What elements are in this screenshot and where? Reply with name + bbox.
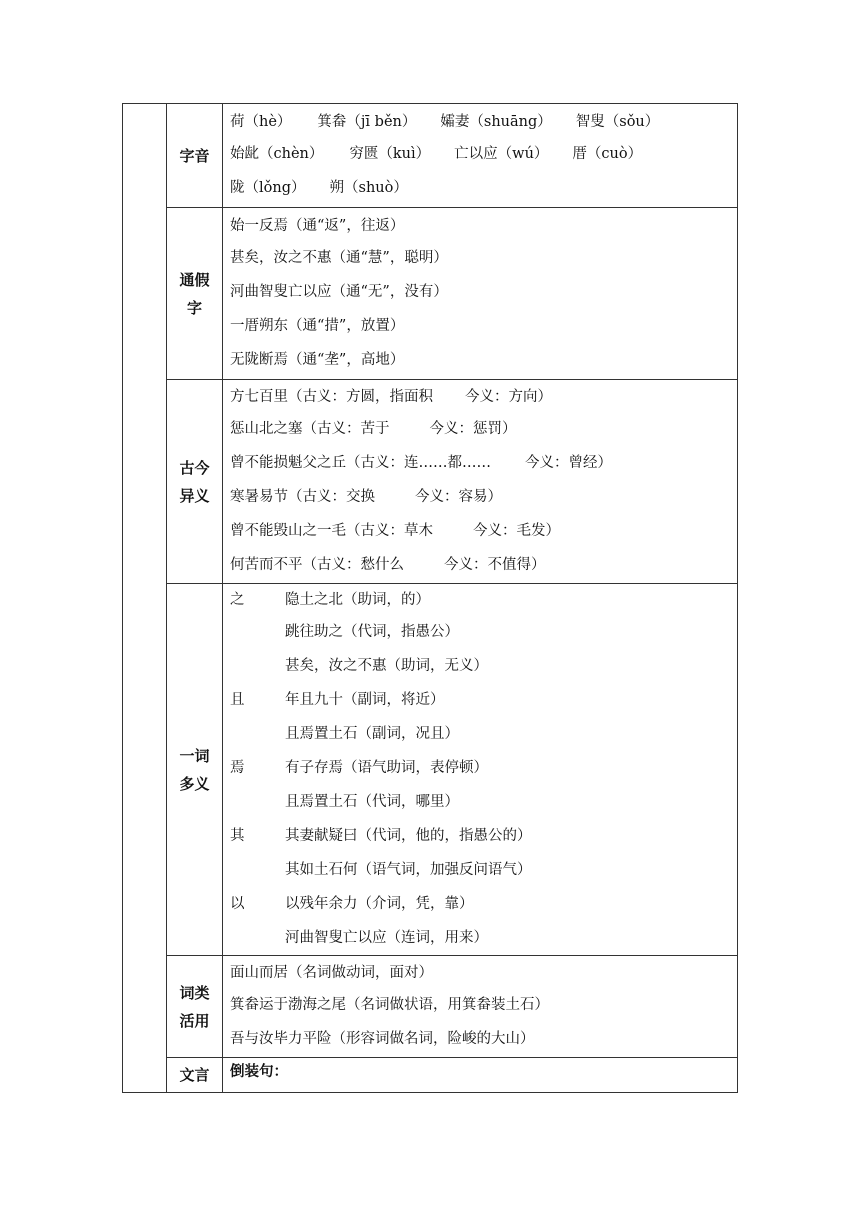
- polysemy-line: 之 隐土之北（助词，的）: [230, 585, 737, 615]
- cilei-line: 吾与汝毕力平险（形容词做名词，险峻的大山）: [230, 1030, 535, 1047]
- pron-item: 箕畚（jī běn）: [317, 113, 417, 130]
- pron-item: 厝（cuò）: [572, 145, 643, 162]
- gujin-line: 曾不能损魁父之丘（古义：连……都…… 今义：曾经）: [230, 454, 612, 471]
- tongjia-line: 甚矣，汝之不惠（通“慧”，聪明）: [230, 249, 448, 266]
- pron-item: 智叟（sǒu）: [575, 113, 660, 130]
- label-wenyan: 文言: [167, 1058, 223, 1093]
- row-cilei: [123, 956, 738, 1058]
- content-gujin: [223, 380, 738, 584]
- pron-line: [230, 107, 737, 137]
- knowledge-table: [122, 103, 738, 1093]
- content-wenyan: [223, 1058, 738, 1093]
- pron-item: 陇（lǒng）: [230, 179, 306, 196]
- polysemy-line: 焉 有子存焉（语气助词，表停顿）: [230, 751, 737, 785]
- row-pronunciation: [123, 104, 738, 208]
- content-pronunciation: [223, 104, 738, 208]
- cilei-line: 面山而居（名词做动词，面对）: [230, 964, 433, 981]
- cilei-line: 箕畚运于渤海之尾（名词做状语，用箕畚装土石）: [230, 996, 549, 1013]
- polysemy-line: 且焉置土石（代词，哪里）: [285, 793, 459, 810]
- polysemy-line: 其如土石何（语气词，加强反问语气）: [285, 861, 532, 878]
- content-cilei: [223, 956, 738, 1058]
- tongjia-line: 始一反焉（通“返”，往返）: [230, 217, 405, 234]
- tongjia-line: 无陇断焉（通“垄”，高地）: [230, 351, 405, 368]
- row-wenyan: [123, 1058, 738, 1093]
- polysemy-word: 焉: [230, 759, 245, 776]
- label-yiciduoyi: 一词 多义: [167, 584, 223, 956]
- gujin-line: 方七百里（古义：方圆，指面积 今义：方向）: [230, 388, 552, 405]
- pron-line: [230, 137, 737, 171]
- pron-item: 始龀（chèn）: [230, 145, 324, 162]
- polysemy-line: 跳往助之（代词，指愚公）: [285, 623, 459, 640]
- polysemy-word: 且: [230, 691, 245, 708]
- tongjia-line: 一厝朔东（通“措”，放置）: [230, 317, 405, 334]
- pron-line: [230, 171, 737, 205]
- tongjia-line: 河曲智叟亡以应（通“无”，没有）: [230, 283, 448, 300]
- wenyan-line: 倒装句：: [230, 1064, 288, 1080]
- polysemy-word: 其: [230, 827, 245, 844]
- gujin-line: 何苦而不平（古义：愁什么 今义：不值得）: [230, 556, 546, 573]
- polysemy-line: 其 其妻献疑曰（代词，他的，指愚公的）: [230, 819, 737, 853]
- gujin-line: 曾不能毁山之一毛（古义：草木 今义：毛发）: [230, 522, 560, 539]
- pron-item: 朔（shuò）: [329, 179, 408, 196]
- polysemy-word: 之: [230, 591, 245, 608]
- polysemy-line: 且焉置土石（副词，况且）: [285, 725, 459, 742]
- label-gujin: 古今 异义: [167, 380, 223, 584]
- content-tongjiazi: [223, 208, 738, 380]
- pron-item: 荷（hè）: [230, 113, 292, 130]
- pron-item: 亡以应（wú）: [454, 145, 549, 162]
- pron-item: 孀妻（shuāng）: [440, 113, 552, 130]
- polysemy-line: 以 以残年余力（介词，凭，靠）: [230, 887, 737, 921]
- polysemy-line: 河曲智叟亡以应（连词，用来）: [285, 929, 488, 946]
- label-pronunciation: 字音: [167, 104, 223, 208]
- content-yiciduoyi: [223, 584, 738, 956]
- label-cilei: 词类 活用: [167, 956, 223, 1058]
- row-gujin: [123, 380, 738, 584]
- gujin-line: 惩山北之塞（古义：苦于 今义：惩罚）: [230, 420, 517, 437]
- gujin-line: 寒暑易节（古义：交换 今义：容易）: [230, 488, 502, 505]
- polysemy-line: 甚矣，汝之不惠（助词，无义）: [285, 657, 488, 674]
- row-tongjiazi: [123, 208, 738, 380]
- label-tongjiazi: 通假 字: [167, 208, 223, 380]
- left-margin-cell: [123, 104, 167, 1093]
- polysemy-line: 且 年且九十（副词，将近）: [230, 683, 737, 717]
- polysemy-word: 以: [230, 895, 245, 912]
- pron-item: 穷匮（kuì）: [349, 145, 431, 162]
- row-yiciduoyi: [123, 584, 738, 956]
